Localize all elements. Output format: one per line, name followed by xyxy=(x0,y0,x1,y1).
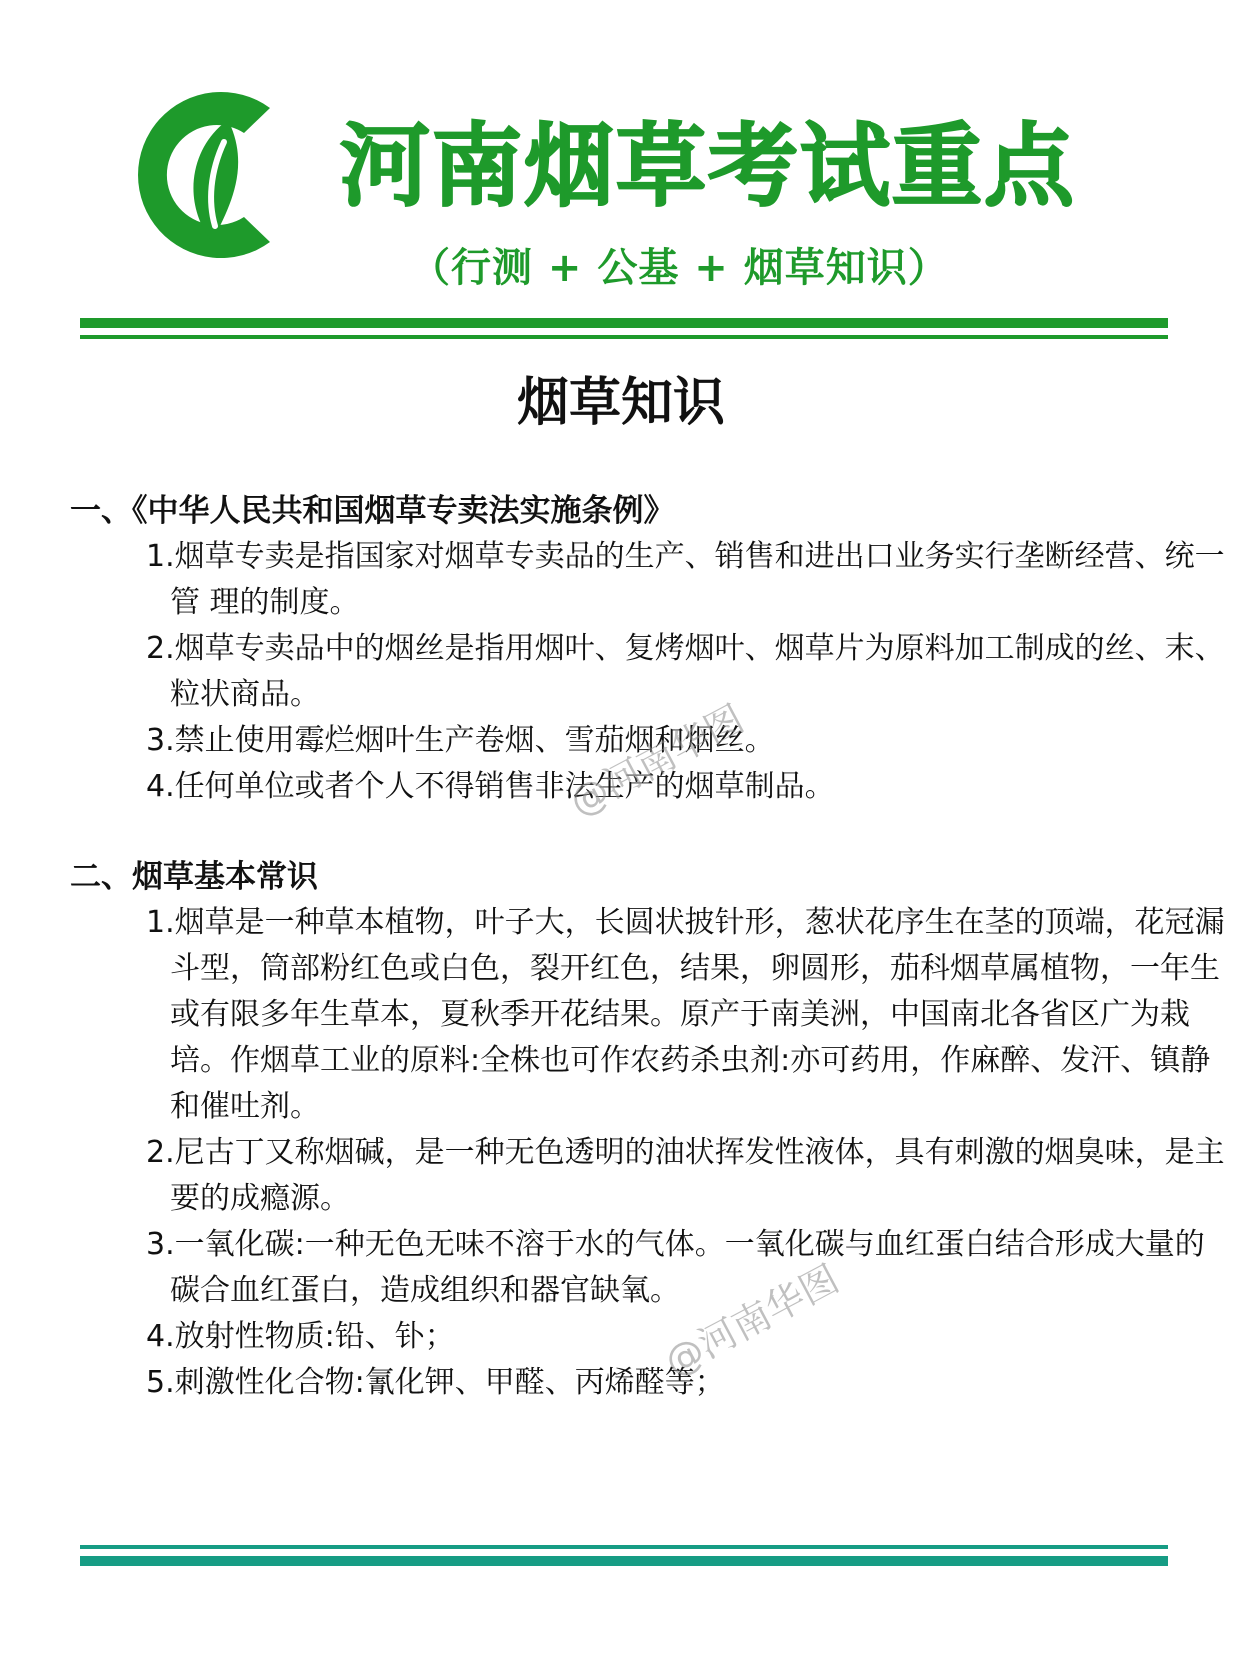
watermark: @河南华图 xyxy=(657,1256,846,1385)
list-item: 4.任何单位或者个人不得销售非法生产的烟草制品。 xyxy=(146,769,835,804)
header-divider-thick xyxy=(80,318,1168,328)
list-item: 2.烟草专卖品中的烟丝是指用烟叶、复烤烟叶、烟草片为原料加工制成的丝、末、粒状商品。 xyxy=(146,631,1225,712)
list-item: 1.烟草是一种草本植物，叶子大，长圆状披针形，葱状花序生在茎的顶端，花冠漏斗型，筒部粉红色或白色，裂开红色，结果，卵圆形，茄科烟草属植物，一年生或有限多年生草本，夏秋季开花结果。原产于南美洲，中国南北各省区广为栽培。作烟草工业的原料:全株也可作农药杀虫剂:亦可药用，作麻醉、发汗、镇静和催吐剂。 xyxy=(146,905,1225,1124)
section-basics xyxy=(70,854,1230,1406)
list-item: 3.禁止使用霉烂烟叶生产卷烟、雪茄烟和烟丝。 xyxy=(146,723,775,758)
brand-logo-icon xyxy=(120,80,310,270)
header-divider-thin xyxy=(80,335,1168,339)
section-heading: 二、烟草基本常识 xyxy=(70,859,318,895)
section-title: 烟草知识 xyxy=(516,373,725,433)
footer-divider-thick xyxy=(80,1556,1168,1566)
main-title: 河南烟草考试重点 xyxy=(340,114,1076,219)
section-heading: 一、《中华人民共和国烟草专卖法实施条例》 xyxy=(70,493,675,529)
list-item: 1.烟草专卖是指国家对烟草专卖品的生产、销售和进出口业务实行垄断经营、统一管 理的制度。 xyxy=(146,539,1225,620)
list-item: 5.刺激性化合物:氰化钾、甲醛、丙烯醛等； xyxy=(146,1365,725,1400)
list-item: 3.一氧化碳:一种无色无味不溶于水的气体。一氧化碳与血红蛋白结合形成大量的碳合血红蛋白，造成组织和器官缺氧。 xyxy=(146,1227,1205,1308)
footer-divider-thin xyxy=(80,1545,1168,1549)
subtitle: （行测 + 公基 + 烟草知识） xyxy=(410,245,949,291)
list-item: 2.尼古丁又称烟碱，是一种无色透明的油状挥发性液体，具有刺激的烟臭味，是主要的成瘾源。 xyxy=(146,1135,1225,1216)
watermark: @河南华图 xyxy=(562,696,751,825)
section-regulations xyxy=(70,488,1230,810)
content-body xyxy=(70,488,1230,1450)
list-item: 4.放射性物质:铅、钋； xyxy=(146,1319,455,1354)
